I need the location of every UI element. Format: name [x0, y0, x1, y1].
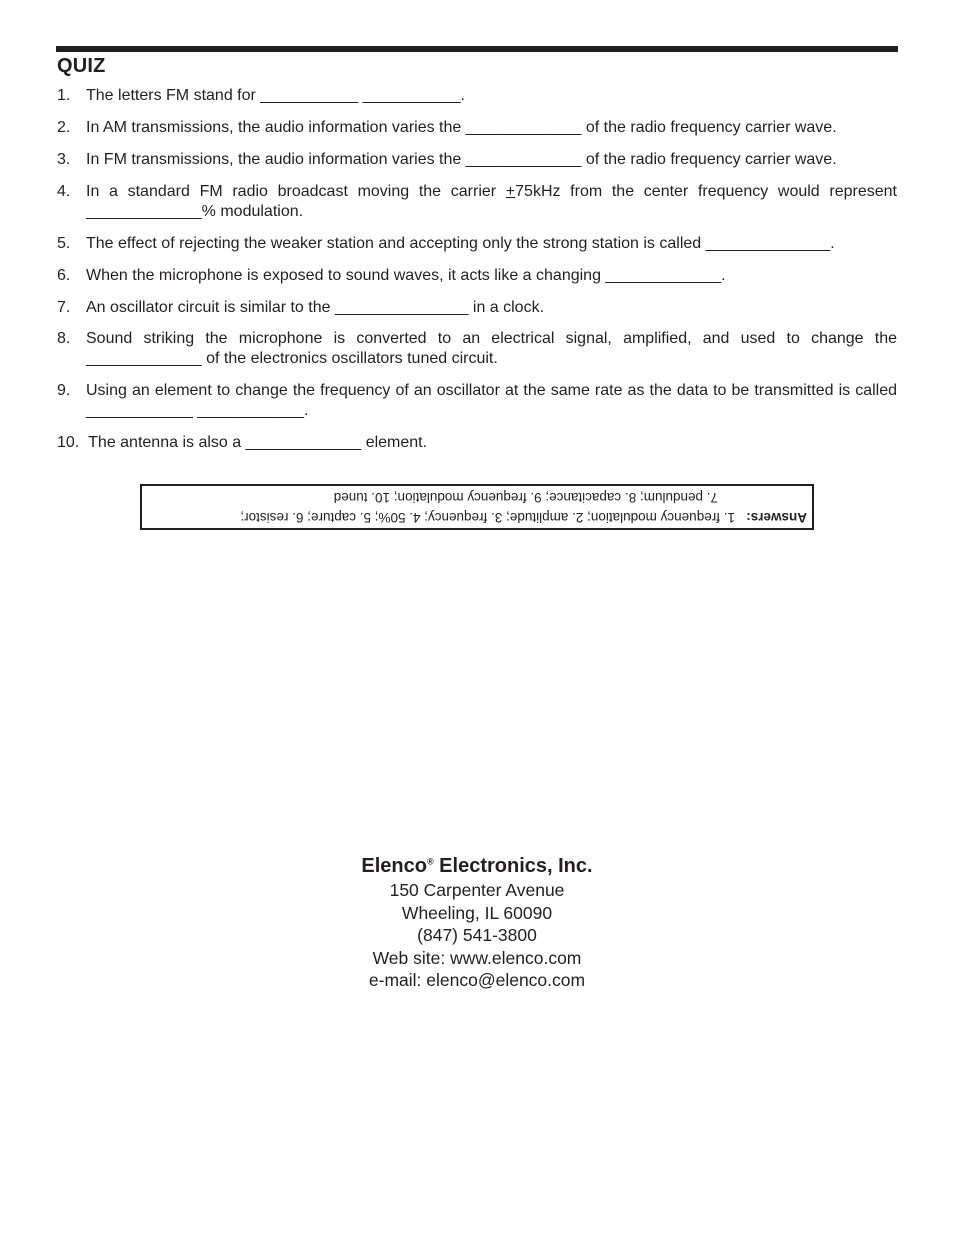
question-text: The effect of rejecting the weaker station and accepting only the strong station is called ______________. [86, 235, 835, 252]
plus-minus-symbol: + [505, 183, 516, 200]
question-1 [57, 86, 897, 106]
question-number: 5. [57, 235, 71, 252]
question-number: 3. [57, 151, 71, 168]
answers-line-2 [334, 487, 718, 507]
question-4 [57, 182, 897, 222]
question-number: 7. [57, 299, 71, 316]
question-8 [57, 329, 897, 369]
question-10 [57, 433, 897, 453]
company-website: Web site: www.elenco.com [372, 947, 582, 968]
question-text: Using an element to change the frequency of an oscillator at the same rate as the data to be transmitted is called ____________ ____________. [86, 382, 897, 419]
question-text: The antenna is also a _____________ element. [88, 434, 428, 451]
answers-line-1 [240, 507, 807, 527]
company-city: Wheeling, IL 60090 [401, 902, 553, 923]
question-7 [57, 298, 897, 318]
question-6 [57, 266, 897, 286]
question-number: 1. [57, 87, 71, 104]
quiz-title: QUIZ [57, 55, 106, 77]
answers-text-2: 7. pendulum; 8. capacitance; 9. frequency modulation; 10. tuned [333, 490, 718, 505]
answers-box [140, 484, 814, 530]
question-number: 8. [57, 330, 71, 347]
registered-mark: ® [426, 856, 434, 867]
company-name-part1: Elenco [361, 855, 427, 877]
question-text: In FM transmissions, the audio information varies the _____________ of the radio frequency carrier wave. [86, 151, 837, 168]
question-text-before: In a standard FM radio broadcast moving the carrier [86, 183, 506, 200]
question-number: 4. [57, 183, 71, 200]
question-text: In AM transmissions, the audio information varies the _____________ of the radio frequency carrier wave. [86, 119, 837, 136]
question-3 [57, 150, 897, 170]
question-text: An oscillator circuit is similar to the _______________ in a clock. [86, 299, 545, 316]
company-info [0, 853, 954, 992]
company-name-part2: Electronics, Inc. [433, 855, 593, 877]
question-text: The letters FM stand for ___________ ___________. [86, 87, 465, 104]
question-number: 10. [57, 434, 80, 451]
question-number: 9. [57, 382, 71, 399]
top-rule [56, 46, 898, 52]
answers-label: Answers: [746, 510, 807, 525]
question-5 [57, 234, 897, 254]
company-phone: (847) 541-3800 [417, 925, 537, 946]
question-number: 6. [57, 267, 71, 284]
question-9 [57, 381, 897, 421]
quiz-questions [57, 86, 897, 453]
question-text-after: 75kHz from the center frequency would represent _____________% modulation. [86, 183, 897, 220]
question-text: When the microphone is exposed to sound waves, it acts like a changing _____________. [86, 267, 726, 284]
question-number: 2. [57, 119, 71, 136]
question-text: Sound striking the microphone is converted to an electrical signal, amplified, and used to change the _____________ of the electronics oscillators tuned circuit. [86, 330, 897, 367]
company-address: 150 Carpenter Avenue [389, 880, 565, 900]
company-email: e-mail: elenco@elenco.com [368, 970, 586, 991]
question-2 [57, 118, 897, 138]
answers-text-1: 1. frequency modulation; 2. amplitude; 3. frequency; 4. 50%; 5. capture; 6. resistor; [240, 510, 735, 525]
answers-upside-down [142, 486, 812, 528]
company-name [0, 853, 954, 879]
